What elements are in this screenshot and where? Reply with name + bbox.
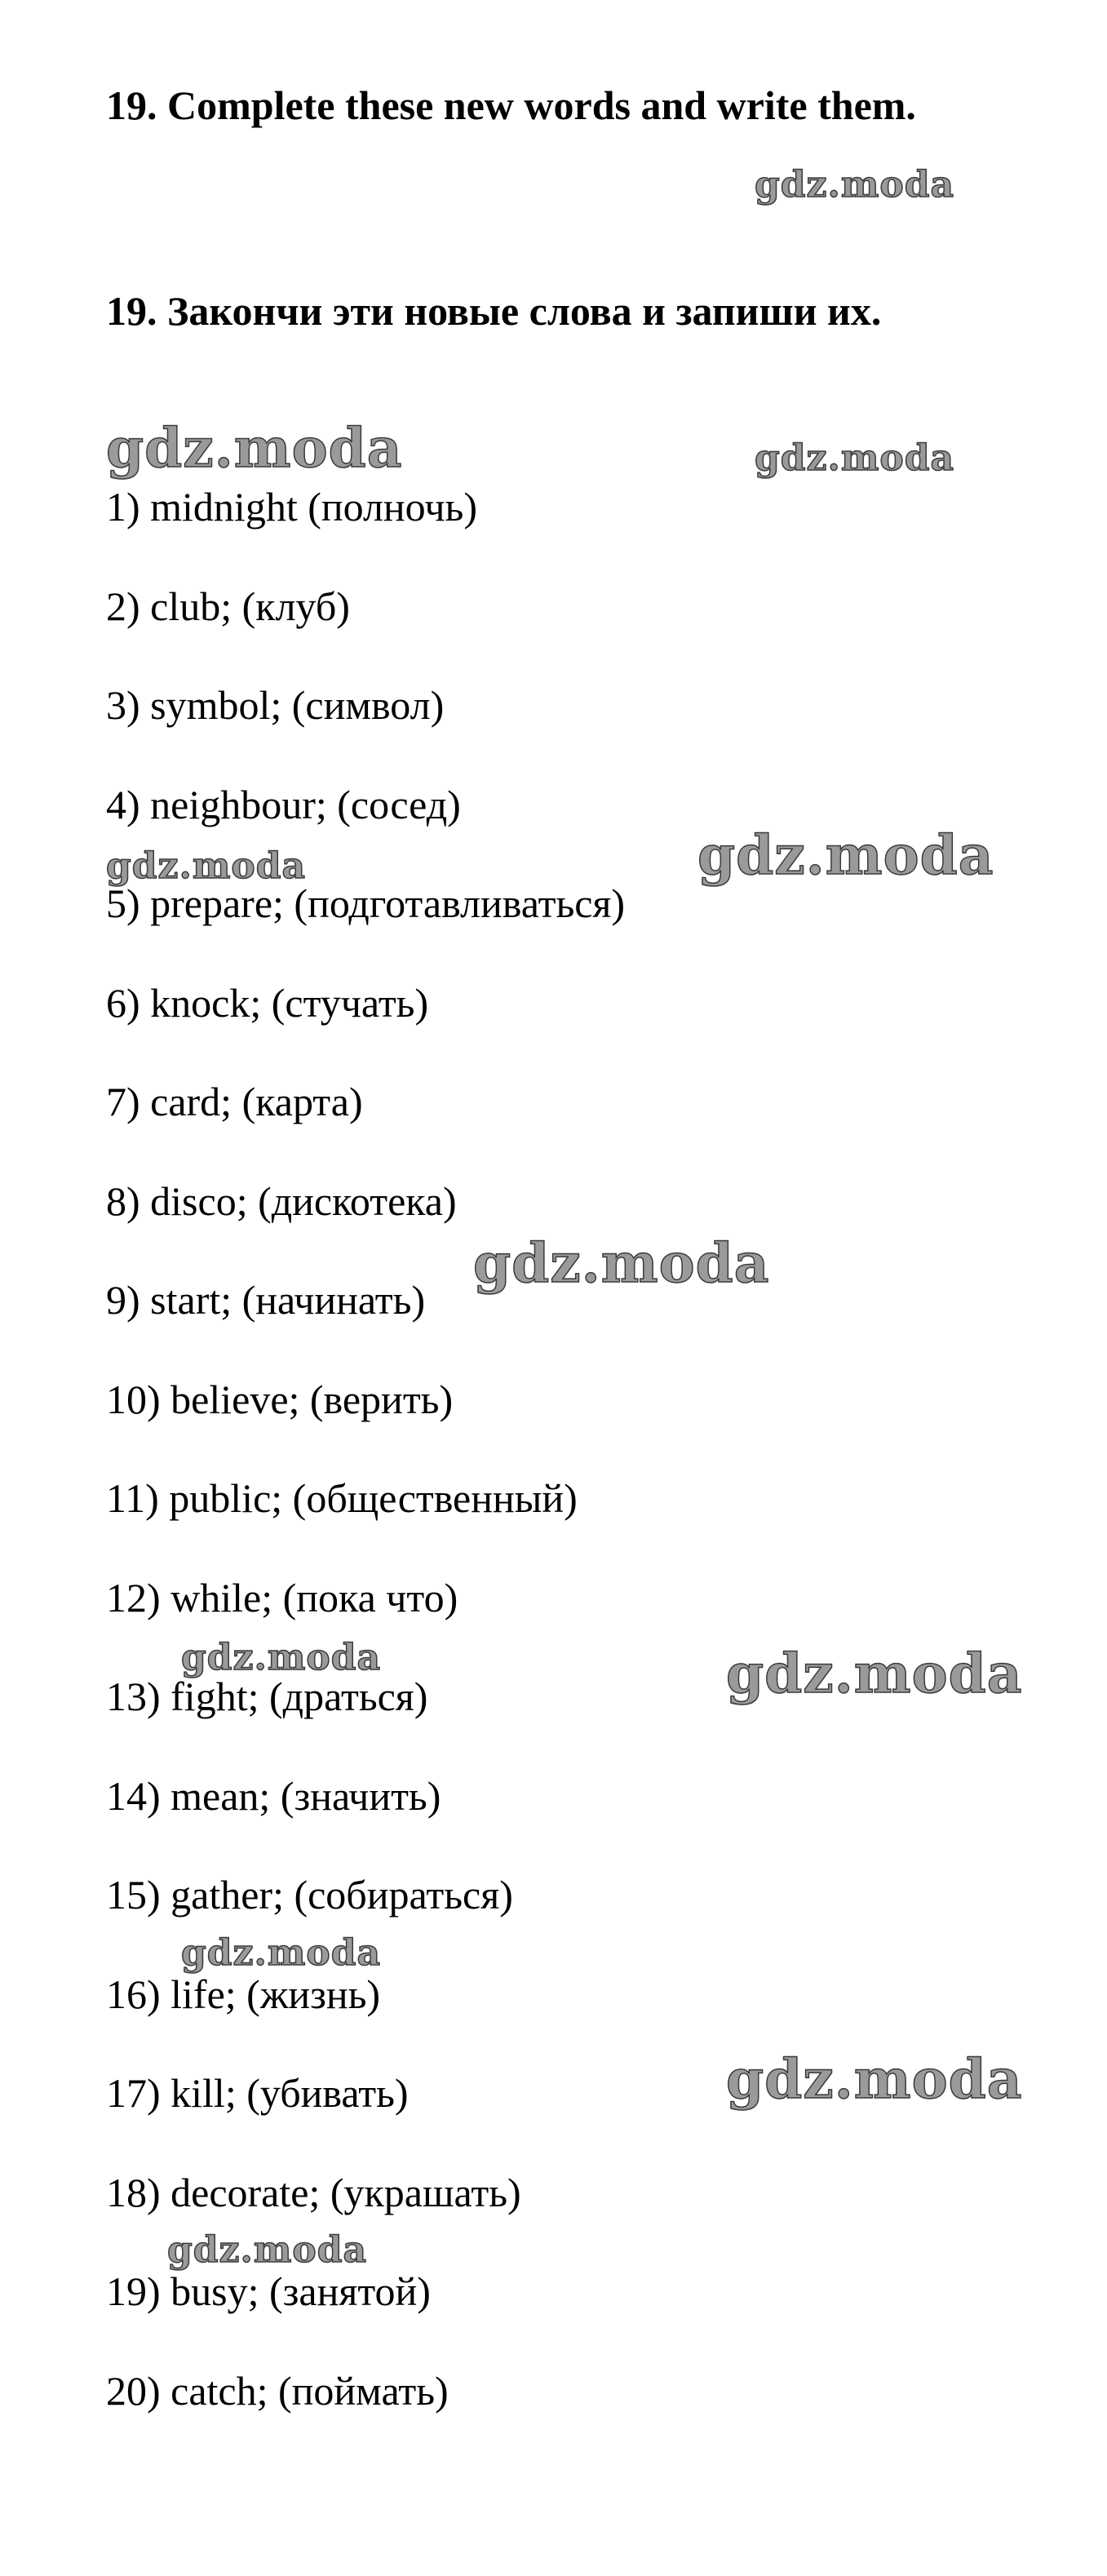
answer-list	[106, 486, 625, 2469]
list-item: 16) life; (жизнь)	[106, 1971, 381, 2017]
list-item: 14) mean; (значить)	[106, 1772, 441, 1819]
list-item: 13) fight; (драться)	[106, 1674, 428, 1719]
task-title-russian: 19. Закончи эти новые слова и запиши их.	[106, 288, 882, 334]
list-item: 7) card; (карта)	[106, 1079, 363, 1124]
watermark: gdz.moda	[106, 416, 403, 480]
list-item: 6) knock; (стучать)	[106, 979, 429, 1026]
watermark: gdz.moda	[726, 1642, 1023, 1705]
list-item: 5) prepare; (подготавливаться)	[106, 880, 626, 926]
task-title-english: 19. Complete these new words and write them.	[106, 82, 916, 128]
list-item: 17) kill; (убивать)	[106, 2070, 409, 2116]
watermark: gdz.moda	[755, 437, 955, 479]
list-item: 12) while; (пока что)	[106, 1574, 458, 1621]
list-item: 11) public; (общественный)	[106, 1475, 578, 1521]
list-item: 4) neighbour; (сосед)	[106, 781, 461, 827]
list-item: 20) catch; (поймать)	[106, 2367, 449, 2414]
list-item: 1) midnight (полночь)	[106, 484, 477, 530]
watermark: gdz.moda	[473, 1231, 770, 1295]
list-item: 2) club; (клуб)	[106, 583, 350, 629]
list-item: 8) disco; (дискотека)	[106, 1177, 457, 1224]
watermark: gdz.moda	[697, 823, 994, 887]
watermark: gdz.moda	[181, 1932, 382, 1974]
list-item: 18) decorate; (украшать)	[106, 2169, 521, 2215]
watermark: gdz.moda	[167, 2229, 368, 2271]
watermark: gdz.moda	[726, 2047, 1023, 2111]
watermark: gdz.moda	[106, 845, 307, 887]
watermark: gdz.moda	[755, 164, 955, 206]
list-item: 15) gather; (собираться)	[106, 1872, 513, 1918]
list-item: 9) start; (начинать)	[106, 1277, 426, 1323]
list-item: 3) symbol; (символ)	[106, 682, 445, 728]
watermark: gdz.moda	[181, 1637, 382, 1678]
list-item: 10) believe; (верить)	[106, 1376, 454, 1422]
list-item: 19) busy; (занятой)	[106, 2268, 431, 2314]
